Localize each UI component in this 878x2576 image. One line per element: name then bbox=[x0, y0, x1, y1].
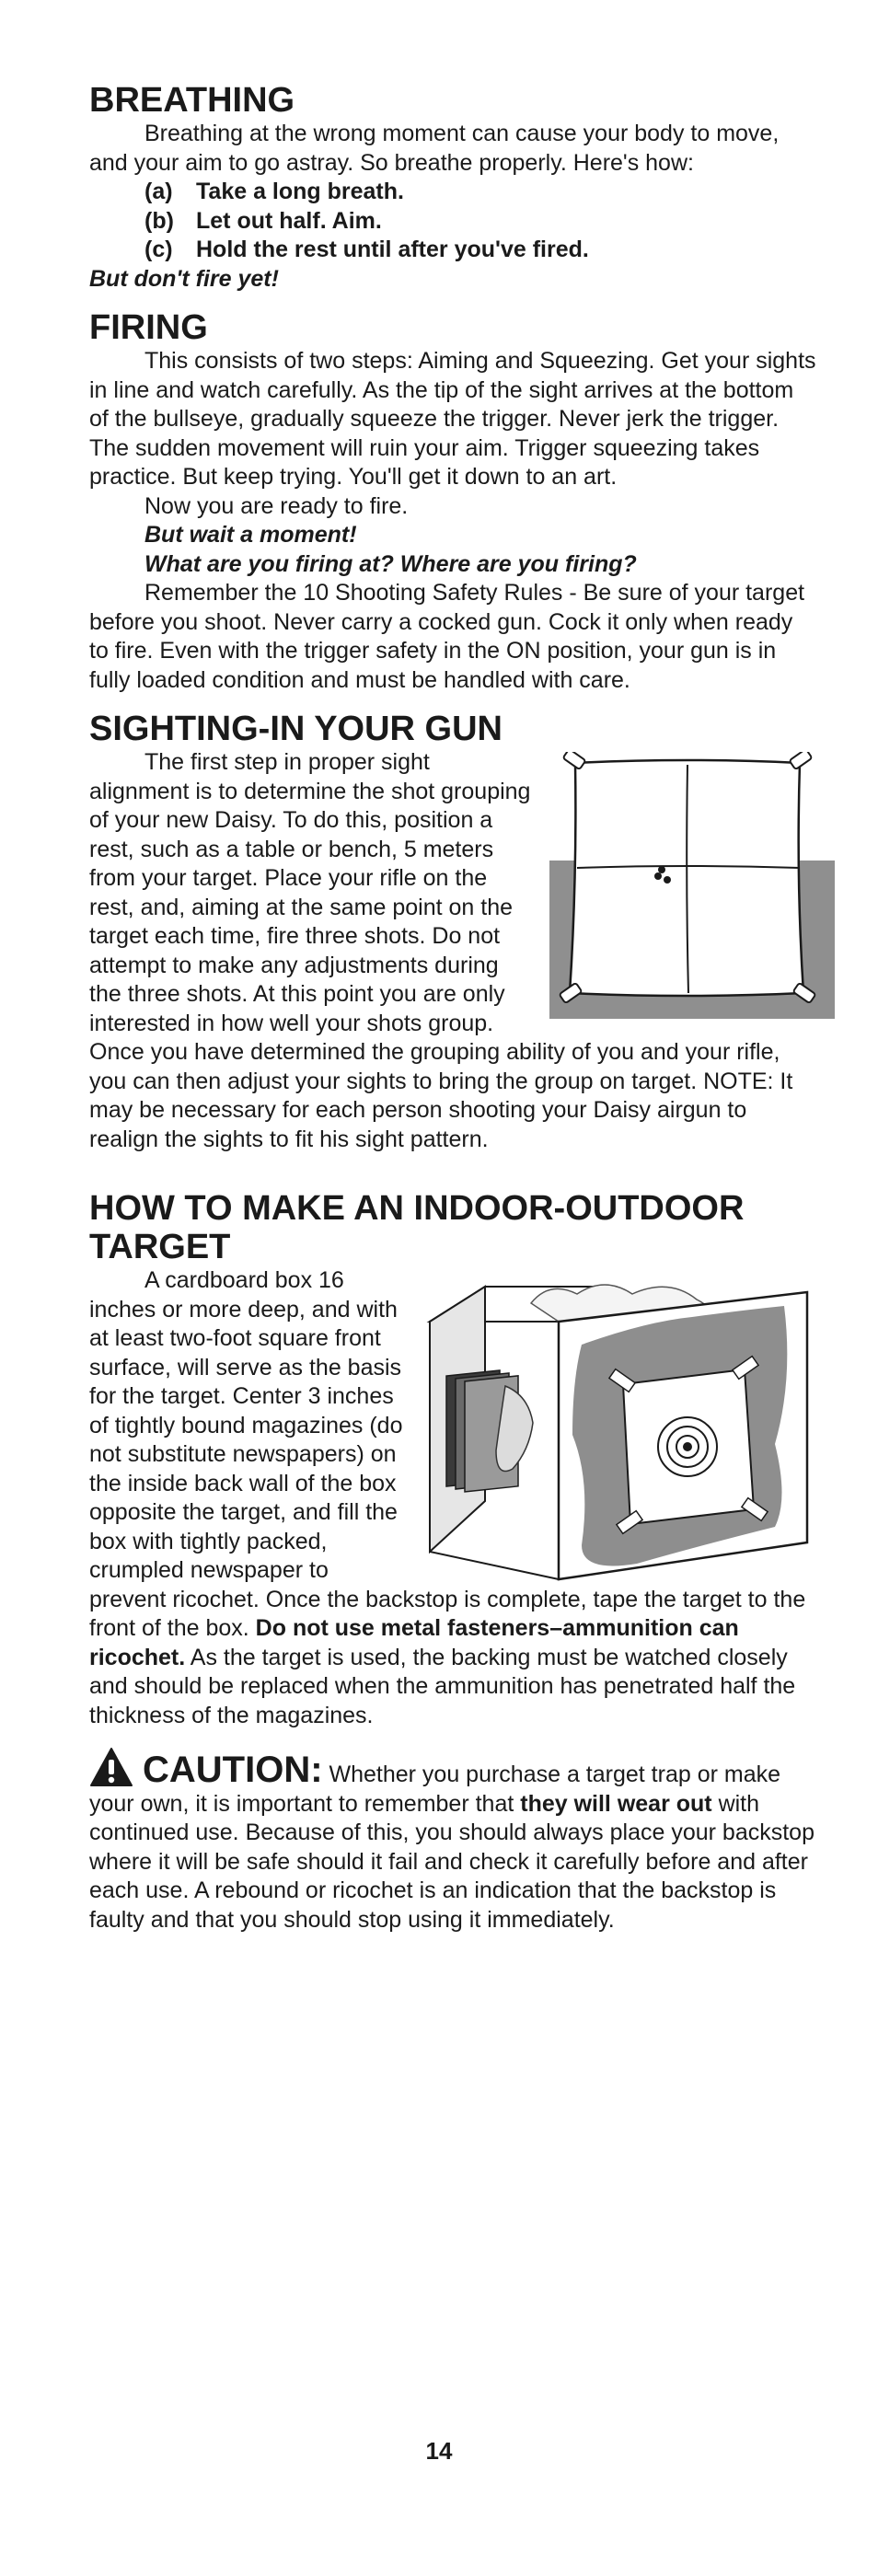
target-heading: HOW TO MAKE AN INDOOR-OUTDOOR TARGET bbox=[89, 1189, 745, 1266]
firing-paragraph: This consists of two steps: Aiming and Squeezing. Get your sights in line and watch carefully. As the tip of the sight arrives at the bottom of the bullseye, gradually squeeze the trigger. Never jerk the trigger. The sudden movement will ruin your aim. Trigger squeezing takes practice. But keep trying. You'll get it down to an art. bbox=[89, 348, 816, 490]
firing-section bbox=[89, 308, 816, 695]
page-number: 14 bbox=[425, 2437, 453, 2465]
breathing-intro: Breathing at the wrong moment can cause your body to move, and your aim to go astray. So breathe properly. Here's how: bbox=[89, 121, 780, 176]
caution-heading: CAUTION: bbox=[143, 1750, 323, 1790]
breathing-step: (b) Let out half. Aim. bbox=[144, 207, 382, 234]
breathing-steps bbox=[89, 178, 816, 265]
page-content bbox=[89, 81, 816, 1935]
caution-paragraph: CAUTION: Whether you purchase a target trap or make your own, it is important to remember that they will wear out with continued use. Because of this, you should always place your backstop where it will be safe should it fail and check it carefully before and after each use. A rebound or ricochet is an indication that the backstop is faulty and that you should stop using it immediately. bbox=[89, 1747, 816, 1935]
breathing-heading: BREATHING bbox=[89, 81, 295, 120]
breathing-section bbox=[89, 81, 816, 294]
tape-strip bbox=[790, 752, 813, 769]
firing-heading: FIRING bbox=[89, 308, 208, 347]
tape-strip bbox=[563, 752, 586, 769]
warning-triangle-icon bbox=[89, 1747, 133, 1787]
target-section bbox=[89, 1189, 816, 1730]
breathing-step: (c) Hold the rest until after you've fired. bbox=[144, 237, 589, 262]
target-body: A cardboard box 16 inches or more deep, and with at least two-foot square front surface, will serve as the basis for the target. Center 3 inches of tightly bound magazines (do not substitute newspapers) on the inside back wall of the box opposite the target, and fill the box with tightly packed, crumpled newspaper to prevent ricochet. Once the backstop is complete, tape the target to the front of the box. Do not use metal fasteners–ammunition can ricochet. As the target is used, the backing must be watched closely and should be replaced when the ammunition has penetrated half the thickness of the magazines. bbox=[89, 1267, 806, 1728]
target-box-illustration bbox=[421, 1276, 816, 1584]
firing-safety-paragraph: Remember the 10 Shooting Safety Rules - Be sure of your target before you shoot. Never carry a cocked gun. Cock it only when ready to fire. Even with the trigger safety in the ON position, your gun is in fully loaded condition and must be handled with care. bbox=[89, 580, 805, 693]
firing-ready: Now you are ready to fire. bbox=[144, 492, 409, 519]
sighting-target-illustration bbox=[549, 752, 835, 1019]
firing-question: What are you firing at? Where are you firing? bbox=[144, 550, 637, 577]
sighting-heading: SIGHTING-IN YOUR GUN bbox=[89, 710, 503, 748]
breathing-warning: But don't fire yet! bbox=[89, 265, 279, 292]
bullseye-center bbox=[683, 1442, 692, 1451]
sighting-body: The first step in proper sight alignment is to determine the shot grouping of your new Daisy. To do this, position a rest, such as a table or bench, 5 meters from your target. Place your rifle on the rest, and, aiming at the same point on the target each time, fire three shots. Do not attempt to make any adjustments during the three shots. At this point you are only interested in how well your shots group. Once you have determined the grouping ability of you and your rifle, you can then adjust your sights to bring the group on target. NOTE: It may be necessary for each person shooting your Daisy airgun to realign the sights to fit his sight pattern. bbox=[89, 749, 793, 1152]
sighting-section bbox=[89, 710, 816, 1154]
firing-wait: But wait a moment! bbox=[144, 522, 357, 548]
shot-hole bbox=[658, 866, 665, 873]
caution-section bbox=[89, 1747, 816, 1935]
breathing-step: (a) Take a long breath. bbox=[144, 179, 404, 204]
shot-hole bbox=[664, 876, 671, 884]
shot-hole bbox=[654, 872, 662, 880]
